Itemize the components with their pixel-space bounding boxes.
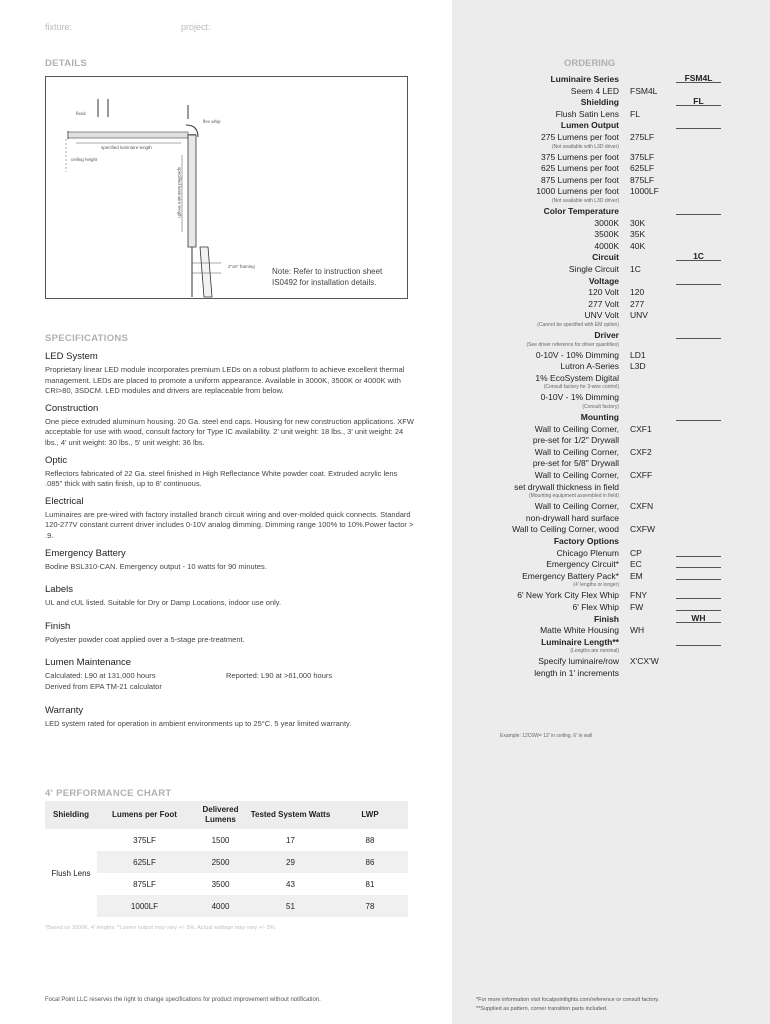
ordering-note: (Consult factory for 3-wire control) xyxy=(543,384,619,391)
label-specified-length-v: specified luminaire length xyxy=(177,167,182,218)
spec-warranty xyxy=(45,705,415,730)
spec-heading: Labels xyxy=(45,584,73,596)
ordering-option-code: L3D xyxy=(630,361,646,372)
ordering-note: (Not available with L3D driver) xyxy=(552,198,619,204)
ordering-selection-line[interactable] xyxy=(676,636,721,646)
ordering-option-code: 35K xyxy=(630,229,646,240)
ordering-section-heading: Mounting xyxy=(580,412,619,422)
performance-title: 4' PERFORMANCE CHART xyxy=(45,788,172,799)
ordering-option-code: UNV xyxy=(630,310,648,321)
label-specified-length-h: specified luminaire length xyxy=(101,145,152,150)
ordering-option-label: Wall to Ceiling Corner, xyxy=(534,501,619,512)
ordering-option-label: 120 Volt xyxy=(588,287,619,298)
spec-heading: Warranty xyxy=(45,704,84,716)
ordering-selection-line[interactable] xyxy=(676,119,721,129)
ordering-option-code: 277 xyxy=(630,298,645,309)
label-flex-whip: flex whip xyxy=(203,119,221,124)
label-fixed: fixed xyxy=(76,111,86,116)
spec-finish xyxy=(45,621,415,646)
cell-tested-watts: 51 xyxy=(249,895,332,917)
spec-optic xyxy=(45,455,415,490)
header-lumens-per-foot: Lumens per Foot xyxy=(97,801,192,829)
ordering-selection-line[interactable]: WH xyxy=(676,613,721,623)
spec-construction xyxy=(45,403,415,449)
ordering-option-label: 3000K xyxy=(594,217,619,228)
ordering-option-code: FNY xyxy=(630,590,647,601)
ordering-selection-line[interactable]: FSM4L xyxy=(676,73,721,83)
table-row xyxy=(45,829,408,851)
ordering-note: (See driver reference for driver quantities) xyxy=(526,341,619,348)
cell-lumens-per-foot: 875LF xyxy=(133,879,156,889)
spec-text: LED system rated for operation in ambient environments up to 25°C. 5 year limited warranty. xyxy=(45,718,352,728)
ordering-option-label: 3500K xyxy=(594,229,619,240)
table-row xyxy=(45,873,408,895)
ordering-option-label: Wall to Ceiling Corner, xyxy=(534,470,619,480)
ordering-option-label: Emergency Circuit* xyxy=(546,559,619,570)
ordering-option-label: 4000K xyxy=(594,240,619,251)
ordering-section-heading: Finish xyxy=(593,613,619,624)
ordering-option-code: CXFN xyxy=(630,501,654,512)
ordering-option-label: 6' Flex Whip xyxy=(572,602,619,612)
ordering-option-label: Lutron A-Series xyxy=(560,361,619,372)
ordering-section-heading: Luminaire Series xyxy=(550,74,619,84)
ordering-example: Example: 12C6W= 12' in ceiling, 6' in wall xyxy=(500,733,593,739)
ordering-option-label: 1% EcoSystem Digital xyxy=(535,372,619,383)
ordering-option-code: FW xyxy=(630,602,644,612)
ordering-option-code: 375LF xyxy=(630,151,655,162)
ordering-option-code: FL xyxy=(630,108,640,119)
ordering-selection-line[interactable]: 1C xyxy=(676,251,721,261)
spec-led-system xyxy=(45,351,415,397)
ordering-option-label: 6' New York City Flex Whip xyxy=(517,590,619,601)
ordering-section-heading: Color Temperature xyxy=(543,206,619,216)
ordering-option-code: 625LF xyxy=(630,163,655,174)
fixture-label: fixture: xyxy=(45,22,73,32)
cell-lwp: 81 xyxy=(365,879,375,889)
ordering-option-label: UNV Volt xyxy=(584,310,619,321)
ordering-title: ORDERING xyxy=(564,58,616,69)
cell-delivered-lumens: 4000 xyxy=(192,895,249,917)
ordering-option-code: CXF2 xyxy=(630,446,652,457)
cell-delivered-lumens: 2500 xyxy=(192,851,249,873)
ordering-option-label: 277 Volt xyxy=(588,298,619,309)
ordering-selection-line[interactable] xyxy=(676,570,721,580)
ordering-option-code: EM xyxy=(630,570,643,581)
ordering-option-label: set drywall thickness in field xyxy=(514,481,619,492)
ordering-note: (Lengths are nominal) xyxy=(570,648,619,655)
ordering-option-label: Wall to Ceiling Corner, wood xyxy=(512,524,619,535)
ordering-option-label: Flush Satin Lens xyxy=(555,108,619,119)
ordering-section-heading: Shielding xyxy=(580,97,619,108)
spec-heading: Construction xyxy=(45,402,99,414)
ordering-option-label: Specify luminaire/row xyxy=(538,656,619,667)
footer-note-1: *For more information visit focalpointlights.com/reference or consult factory. xyxy=(476,997,660,1003)
cell-lwp: 78 xyxy=(332,895,408,917)
ordering-section-heading: Luminaire Length** xyxy=(541,636,619,647)
ordering-selection-line[interactable]: FL xyxy=(676,96,721,106)
ordering-note: (Mounting equipment assembled in field) xyxy=(528,493,619,500)
spec-heading: Optic xyxy=(45,454,68,466)
cell-lumens-per-foot: 625LF xyxy=(97,851,192,873)
ordering-selection-line[interactable] xyxy=(676,275,721,285)
spec-text: Reflectors fabricated of 22 Ga. steel finished in High Reflectance White powder coat. Extruded acrylic lens .085" thick with satin finish, up to 8' continuous. xyxy=(45,468,398,489)
ordering-option-label: non-drywall hard surface xyxy=(525,512,619,523)
spec-text: One piece extruded aluminum housing. 20 Ga. steel end caps. Housing for new construction applications. XFW acceptable for use with wood, consult factory for Type IC availability. 2' unit weight: 18 lbs., 3' unit weight: 24 lbs., 4' unit weight: 30 lbs., 5' unit weight: 36 lbs. xyxy=(45,416,414,447)
project-label: project: xyxy=(181,22,211,32)
ordering-option-label: 375 Lumens per foot xyxy=(541,151,619,162)
ordering-selection-line[interactable] xyxy=(676,329,721,339)
ordering-selection-line[interactable] xyxy=(676,601,721,611)
cell-lumens-per-foot: 375LF xyxy=(133,835,156,845)
ordering-note: (Consult factory) xyxy=(582,404,619,410)
ordering-option-code: 40K xyxy=(630,240,646,251)
ordering-option-label: Wall to Ceiling Corner, xyxy=(534,423,619,434)
header-delivered-lumens: Delivered Lumens xyxy=(192,801,249,829)
ordering-option-code: CP xyxy=(630,547,642,558)
cell-tested-watts: 29 xyxy=(249,851,332,873)
label-ceiling-height: ceiling height xyxy=(71,157,98,162)
ordering-option-code: WH xyxy=(630,625,645,636)
ordering-option-code: EC xyxy=(630,559,642,570)
ordering-lines xyxy=(452,0,770,1024)
spec-electrical xyxy=(45,496,415,542)
ordering-option-code: CXFF xyxy=(630,470,653,480)
label-framing: 2"x6" framing xyxy=(228,264,255,269)
performance-footnote: *Based on 3500K, 4' lengths. *Lumen output may vary +/- 5%. Actual wattage may vary +/- 5%. xyxy=(45,925,277,931)
lumen-calculated: Calculated: L90 at 131,000 hours xyxy=(45,671,156,681)
cell-lumens-per-foot: 1000LF xyxy=(97,895,192,917)
ordering-option-label: pre-set for 5/8" Drywall xyxy=(532,458,619,469)
cell-tested-watts: 43 xyxy=(286,879,295,889)
footer-disclaimer: Focal Point LLC reserves the right to change specifications for product improvement without notification. xyxy=(45,997,321,1003)
table-row xyxy=(45,851,408,873)
ordering-selection-line[interactable] xyxy=(676,205,721,215)
specifications-title: SPECIFICATIONS xyxy=(45,333,129,344)
ordering-option-label: 0-10V - 1% Dimming xyxy=(540,392,619,403)
ordering-option-label: pre-set for 1/2" Drywall xyxy=(532,435,619,446)
header-lwp: LWP xyxy=(332,801,408,829)
ordering-option-label: Seem 4 LED xyxy=(570,85,619,96)
ordering-option-label: 275 Lumens per foot xyxy=(541,132,619,142)
ordering-selection-line[interactable] xyxy=(676,558,721,568)
spec-text: Luminaires are pre-wired with factory installed branch circuit wiring and over-molded quick connects. Standard 120-277V constant current driver includes 0-10V analog dimming. Dimming range 100% to 10%.Power factor > .9. xyxy=(45,509,414,540)
ordering-option-code: 275LF xyxy=(630,132,655,142)
specifications-list xyxy=(45,351,415,735)
spec-labels xyxy=(45,584,415,609)
ordering-option-code: 120 xyxy=(630,287,645,298)
ordering-option-label: Wall to Ceiling Corner, xyxy=(534,446,619,457)
spec-text: Polyester powder coat applied over a 5-stage pre-treatment. xyxy=(45,634,245,644)
spec-emergency-battery xyxy=(45,548,415,573)
table-row xyxy=(45,895,408,917)
table-header-row xyxy=(45,801,408,829)
ordering-option-label: 625 Lumens per foot xyxy=(541,163,619,174)
ordering-section-heading: Voltage xyxy=(588,275,619,286)
spec-lumen-maintenance xyxy=(45,657,415,692)
spec-text: Bodine BSL310-CAN. Emergency output - 10 watts for 90 minutes. xyxy=(45,561,267,571)
header-tested-watts: Tested System Watts xyxy=(249,801,332,829)
ordering-option-label: Chicago Plenum xyxy=(556,547,619,558)
ordering-option-label: Emergency Battery Pack* xyxy=(522,570,619,581)
ordering-section-heading: Driver xyxy=(594,330,619,340)
shielding-cell: Flush Lens xyxy=(51,868,91,878)
cell-lwp: 88 xyxy=(365,835,375,845)
cell-lwp: 86 xyxy=(332,851,408,873)
cell-delivered-lumens: 3500 xyxy=(211,879,230,889)
spec-text: UL and cUL listed. Suitable for Dry or Damp Locations, indoor use only. xyxy=(45,598,282,608)
ordering-option-label: 875 Lumens per foot xyxy=(541,174,619,185)
ordering-selection-line[interactable] xyxy=(676,547,721,557)
footer-notes xyxy=(476,996,659,1014)
ordering-option-code: X'CX'W xyxy=(630,656,659,667)
ordering-selection-line[interactable] xyxy=(676,411,721,421)
ordering-option-label: length in 1' increments xyxy=(534,668,619,678)
ordering-option-code: 30K xyxy=(630,217,646,228)
footer-note-2: **Supplied as pattern, corner transition parts included. xyxy=(476,1006,608,1012)
header-shielding: Shielding xyxy=(45,801,97,829)
ordering-option-code: LD1 xyxy=(630,349,646,360)
lumen-maintenance-row xyxy=(45,671,415,682)
ordering-note: (4' lengths or longer) xyxy=(573,582,619,589)
ordering-section-heading: Factory Options xyxy=(553,536,619,546)
ordering-option-code: 1C xyxy=(630,264,641,274)
spec-heading: Electrical xyxy=(45,495,84,507)
ordering-option-label: Single Circuit xyxy=(568,264,619,274)
ordering-option-label: 1000 Lumens per foot xyxy=(536,186,619,197)
lumen-derived: Derived from EPA TM-21 calculator xyxy=(45,681,162,691)
ordering-section-heading: Circuit xyxy=(592,252,619,263)
diagram-note: Note: Refer to instruction sheet IS0492 for installation details. xyxy=(272,267,383,287)
ordering-section-heading: Lumen Output xyxy=(560,120,619,131)
ordering-note: (Not available with L3D driver) xyxy=(552,143,619,150)
cell-tested-watts: 17 xyxy=(286,835,295,845)
details-title: DETAILS xyxy=(45,58,88,69)
spec-heading: Finish xyxy=(45,620,71,632)
ordering-option-code: 875LF xyxy=(630,174,655,185)
spec-text: Proprietary linear LED module incorporates premium LEDs on a robust platform to achieve excellent thermal management. LEDs are placed to promote a uniform appearance. Available in 3000K, 3500K or 4000K with CRI>80, 3SDCM. LED modules and drivers are replaceable from below. xyxy=(45,365,405,396)
performance-table xyxy=(45,801,408,917)
ordering-option-label: Matte White Housing xyxy=(540,625,619,636)
ordering-option-code: CXFW xyxy=(630,524,656,535)
spec-heading: Lumen Maintenance xyxy=(45,657,132,669)
ordering-option-code: 1000LF xyxy=(630,186,659,197)
ordering-option-code: CXF1 xyxy=(630,423,652,434)
ordering-option-code: FSM4L xyxy=(630,85,658,96)
ordering-selection-line[interactable] xyxy=(676,589,721,599)
installation-diagram xyxy=(45,76,408,299)
spec-heading: Emergency Battery xyxy=(45,547,126,559)
lumen-reported: Reported: L90 at >61,000 hours xyxy=(226,671,333,681)
spec-heading: LED System xyxy=(45,351,98,362)
ordering-note: (Cannot be specified with EM option) xyxy=(537,322,619,328)
ordering-option-label: 0-10V - 10% Dimming xyxy=(535,349,619,360)
cell-delivered-lumens: 1500 xyxy=(211,835,230,845)
